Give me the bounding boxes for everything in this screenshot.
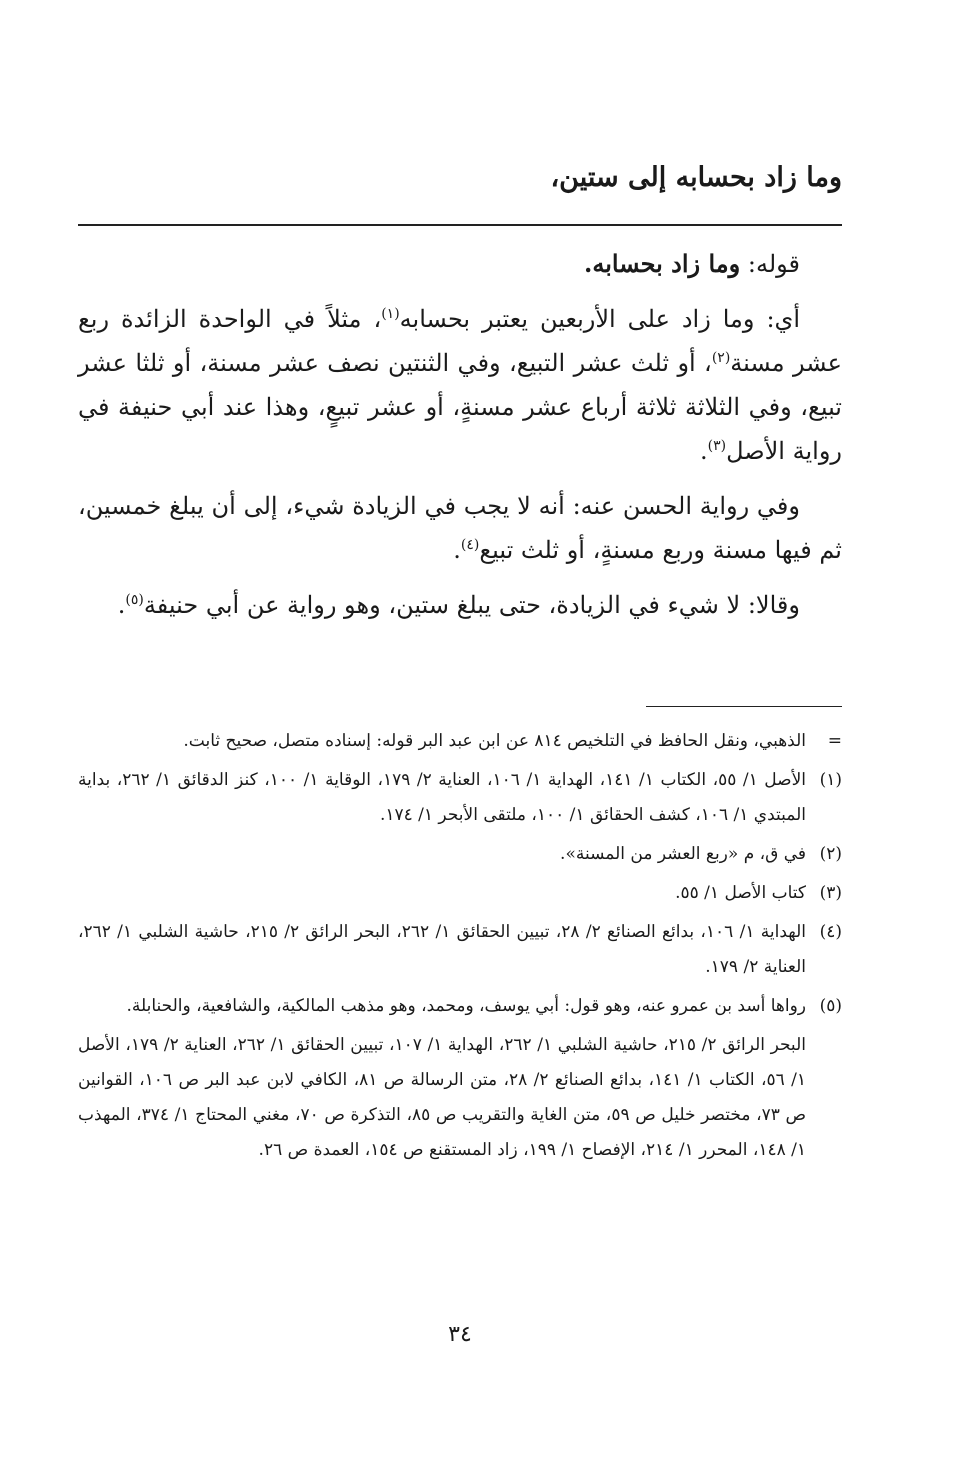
footnote-1	[78, 763, 842, 833]
header-rule	[78, 224, 842, 226]
page	[78, 0, 842, 1482]
paragraph-hasan-narration	[78, 484, 842, 572]
footnote-4-mark: (٤)	[819, 922, 842, 942]
footnote-ref-3[interactable]: (٣)	[707, 438, 727, 454]
footnote-5-text: رواها أسد بن عمرو عنه، وهو قول: أبي يوسف، ومحمد، وهو مذهب المالكية، والشافعية، والحنابلة.	[126, 996, 806, 1016]
footnote-continuation-text: الذهبي، ونقل الحافظ في التلخيص ٨١٤ عن ابن عبد البر قوله: إسناده متصل، صحيح ثابت.	[183, 731, 806, 751]
paragraph-2-segment-4: .	[699, 437, 708, 465]
footnote-4-text: الهداية ١/ ١٠٦، بدائع الصنائع ٢/ ٢٨، تبيين الحقائق ١/ ٢٦٢، البحر الرائق ٢/ ٢١٥، حاشية الشلبي ١/ ٢٦٢، العناية ٢/ ١٧٩.	[78, 922, 806, 977]
paragraph-2-segment-2: ، مثلاً في الواحدة الزائدة ربع عشر مسنة	[78, 305, 842, 377]
footnote-ref-5[interactable]: (٥)	[125, 592, 144, 608]
footnote-2	[78, 837, 842, 872]
footnote-ref-1[interactable]: (١)	[381, 306, 400, 322]
footnote-ref-4[interactable]: (٤)	[460, 537, 480, 553]
footnote-2-text: في ق، م «ربع العشر من المسنة».	[560, 844, 806, 864]
paragraph-lemma	[78, 242, 842, 286]
footnote-ref-2[interactable]: (٢)	[711, 350, 731, 366]
paragraph-two-companions	[78, 583, 842, 627]
paragraph-2-segment-3: ، أو ثلث عشر التبيع، وفي الثنتين نصف عشر مسنة، أو ثلثا عشر تبيع، وفي الثلاثة ثلاثة أرباع عشر مسنةٍ، أو عشر تبيعٍ، وهذا عند أبي حنيفة في رواية الأصل	[78, 349, 842, 465]
footnote-continuation-mark: =	[827, 731, 842, 751]
footnotes	[78, 724, 842, 1168]
paragraph-3-segment-1: وفي رواية الحسن عنه: أنه لا يجب في الزيادة شيء، إلى أن يبلغ خمسين، ثم فيها مسنة وربع مسنةٍ، أو ثلث تبيع	[78, 492, 842, 564]
footnote-1-mark: (١)	[819, 770, 842, 790]
footnote-3	[78, 876, 842, 911]
paragraph-2-segment-1: أي: وما زاد على الأربعين يعتبر بحسابه	[399, 305, 800, 333]
footnote-separator	[646, 706, 842, 707]
footnote-1-text: الأصل ١/ ٥٥، الكتاب ١/ ١٤١، الهداية ١/ ١٠٦، العناية ٢/ ١٧٩، الوقاية ١/ ١٠٠، كنز الدقائق ١/ ٢٦٢، بداية المبتدي ١/ ١٠٦، كشف الحقائق ١/ ١٠٠، ملتقى الأبحر ١/ ١٧٤.	[78, 770, 807, 825]
footnote-5-continuation: البحر الرائق ٢/ ٢١٥، حاشية الشلبي ١/ ٢٦٢، الهداية ١/ ١٠٧، تبيين الحقائق ١/ ٢٦٢، العناية ٢/ ١٧٩، الأصل ١/ ٥٦، الكتاب ١/ ١٤١، بدائع الصنائع ٢/ ٢٨، متن الرسالة ص ٨١، الكافي لابن عبد البر ص ١٠٦، القوانين ص ٧٣، مختصر خليل ص ٥٩، متن الغاية والتقريب ص ٨٥، التذكرة ص ٧٠، مغني المحتاج ١/ ٣٧٤، المهذب ١/ ١٤٨، المحرر ١/ ٢١٤، الإفصاح ١/ ١٩٩، زاد المستقنع ص ١٥٤، العمدة ص ٢٦.	[78, 1035, 806, 1160]
running-header: وما زاد بحسابه إلى ستين،	[550, 162, 842, 193]
paragraph-3-segment-2: .	[453, 536, 461, 564]
footnote-2-mark: (٢)	[819, 844, 842, 864]
lemma-quote: وما زاد بحسابه.	[584, 249, 741, 278]
main-text	[78, 242, 842, 638]
paragraph-explanation	[78, 297, 842, 473]
paragraph-4-segment-2: .	[117, 591, 126, 619]
page-number: ٣٤	[448, 1322, 472, 1347]
footnote-5	[78, 989, 842, 1024]
paragraph-4-segment-1: وقالا: لا شيء في الزيادة، حتى يبلغ ستين، وهو رواية عن أبي حنيفة	[143, 591, 800, 619]
footnote-5-mark: (٥)	[819, 996, 842, 1016]
footnote-4	[78, 915, 842, 985]
lemma-prefix: قوله:	[740, 250, 800, 278]
footnote-3-text: كتاب الأصل ١/ ٥٥.	[675, 883, 806, 903]
footnote-3-mark: (٣)	[819, 883, 842, 903]
footnote-continuation	[78, 724, 842, 759]
